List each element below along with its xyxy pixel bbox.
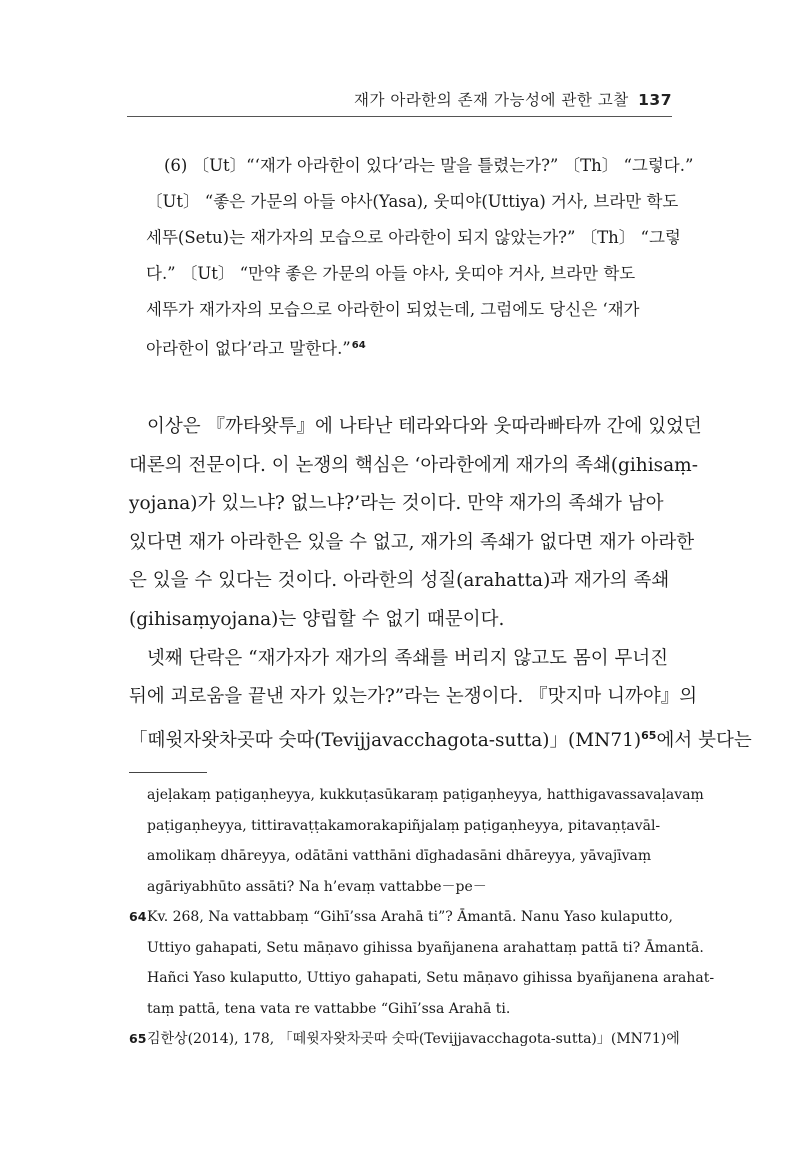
body-line: (gihisaṃyojana)는 양립할 수 없기 때문이다. [129,608,505,630]
body-line: 대론의 전문이다. 이 논쟁의 핵심은 ‘아라한에게 재가의 족쇄(gihisaṃ- [129,454,698,476]
running-title: 재가 아라한의 존재 가능성에 관한 고찰 [353,91,629,109]
running-header [354,88,672,110]
body-text [129,408,752,755]
body-line: 이상은 『까타왓투』에 나타난 테라와다와 웃따라빠타까 간에 있었던 [147,416,702,437]
footnote-line: paṭigaṇheyya, tittiravaṭṭakamorakapiñjalaṃ paṭigaṇheyya, pitavaṇṭavāl- [147,817,661,834]
footnote-number: 65 [129,1031,147,1046]
footnote-rule [129,772,207,773]
quote-line: (6) 〔Ut〕“‘재가 아라한이 있다’라는 말을 틀렸는가?” 〔Th〕 “그렇다.” [164,156,694,175]
footnote-line: ajeḷakaṃ paṭigaṇheyya, kukkuṭasūkaraṃ paṭigaṇheyya, hatthigavassavaḷavaṃ [147,787,704,803]
footnotes [129,780,715,1055]
body-line: 은 있을 수 있다는 것이다. 아라한의 성질(arahatta)과 재가의 족쇄 [129,570,670,592]
footnote-line: Hañci Yaso kulaputto, Uttiyo gahapati, Setu māṇavo gihissa byañjanena arahat- [147,970,715,986]
footnote-line: amolikaṃ dhāreyya, odātāni vatthāni dīghadasāni dhāreyya, yāvajīvaṃ [147,848,652,864]
body-line: 넷째 단락은 “재가자가 재가의 족쇄를 버리지 않고도 몸이 무너진 [147,647,669,669]
header-rule [127,116,672,117]
quote-line: 아라한이 없다’라고 말한다.”$^{64}$ [146,339,366,358]
block-quote [146,148,694,364]
page-number: 137 [638,91,672,109]
footnote-65: 65김한상(2014), 178, 「떼윗자왓차곳따 숫따(Tevijjavacchagota-sutta)」(MN71)에 [129,1024,672,1055]
body-line: yojana)가 있느냐? 없느냐?’라는 것이다. 만약 재가의 족쇄가 남아 [129,493,664,515]
footnote-line: taṃ pattā, tena vata re vattabbe “Gihī’ssa Arahā ti. [147,1000,511,1017]
quote-line: 〔Ut〕 “좋은 가문의 아들 야사(Yasa), 웃띠야(Uttiya) 거사, 브라만 학도 [146,192,679,211]
footnote-number: 64 [129,909,147,924]
footnote-line: agāriyabhūto assāti? Na h’evaṃ vattabbe－pe－ [147,878,487,895]
body-line: 뒤에 괴로움을 끝낸 자가 있는가?”라는 논쟁이다. 『맛지마 니까야』의 [129,686,698,708]
quote-line: 세뚜가 재가자의 모습으로 아라한이 되었는데, 그럼에도 당신은 ‘재가 [146,300,640,319]
body-line: 「떼윗자왓차곳따 숫따(Tevijjavacchagota-sutta)」(MN71)$^{65}$에서 붓다는 [129,728,752,751]
quote-line: 다.” 〔Ut〕 “만약 좋은 가문의 아들 야사, 웃띠야 거사, 브라만 학도 [146,264,636,283]
footnote-line: Uttiyo gahapati, Setu māṇavo gihissa byañjanena arahattaṃ pattā ti? Āmantā. [147,939,704,956]
footnote-ref-64[interactable]: 64 [351,340,366,351]
quote-line: 세뚜(Setu)는 재가자의 모습으로 아라한이 되지 않았는가?” 〔Th〕 “그렇 [146,228,681,247]
body-line: 있다면 재가 아라한은 있을 수 없고, 재가의 족쇄가 없다면 재가 아라한 [129,531,695,553]
footnote-64: 64Kv. 268, Na vattabbaṃ “Gihī’ssa Arahā ti”? Āmantā. Nanu Yaso kulaputto, [129,902,672,933]
footnote-ref-65[interactable]: 65 [641,728,657,742]
